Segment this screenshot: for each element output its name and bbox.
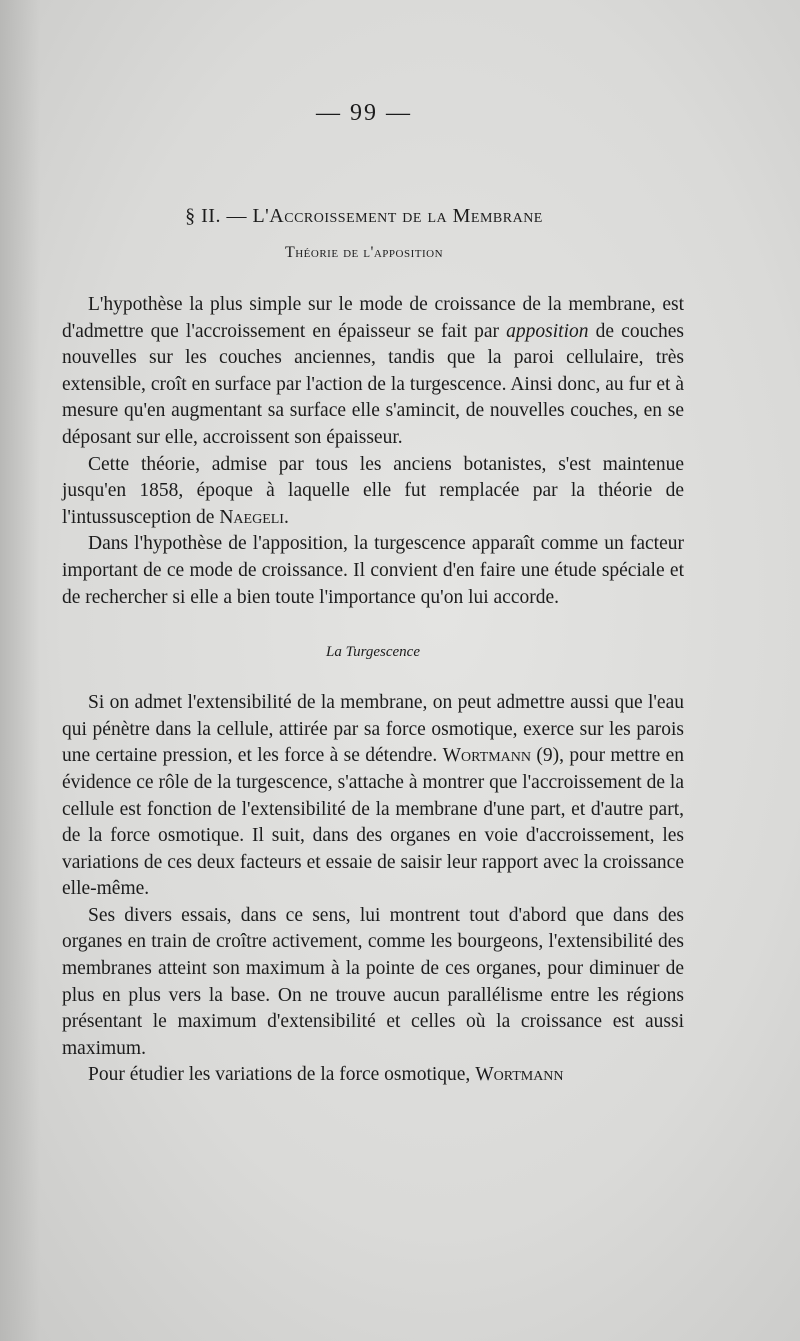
paragraph-text: Pour étudier les variations de la force osmotique, — [88, 1064, 476, 1086]
author-name: Wortmann — [442, 745, 531, 767]
subheading: Théorie de l'apposition — [284, 244, 444, 261]
section-heading: § II. — L'Accroissement de la Membrane — [185, 205, 543, 227]
paragraph: Ses divers essais, dans ce sens, lui montrent tout d'abord que dans des organes en train de croître activement, comme les bourgeons, l'extensibilité des membranes atteint son maximum à la pointe de ces organes, pour diminuer de plus en plus vers la base. On ne trouve aucun parallélisme entre les régions présentant le maximum d'extensibilité et celles où la croissance est aussi maximum. — [62, 904, 684, 1059]
paragraph — [62, 452, 684, 532]
paragraph — [62, 690, 684, 903]
page-gutter-shadow — [0, 0, 40, 1341]
paragraph-text: L'hypothèse la plus simple sur le mode de croissance de la membrane, est d'admettre que l'accroissement en épaisseur se fait par — [62, 294, 684, 342]
author-name: Wortmann — [475, 1064, 564, 1086]
subsection-title: La Turgescence — [325, 644, 420, 661]
author-name: Naegeli — [219, 506, 284, 528]
emphasis-text: apposition — [506, 320, 589, 342]
paragraph-text: (9), pour mettre en évidence ce rôle de la turgescence, s'attache à montrer que l'accroissement de la cellule est fonction de l'extensibilité de la membrane d'une part, et d'autre part, de la force osmotique. Il suit, dans des organes en voie d'accroissement, les variations de ces deux facteurs et essaie de saisir leur rapport avec la croissance elle-même. — [62, 745, 684, 900]
paragraph — [62, 292, 684, 452]
paragraph: Dans l'hypothèse de l'apposition, la turgescence apparaît comme un facteur important de ce mode de croissance. Il convient d'en faire une étude spéciale et de rechercher si elle a bien toute l'importance qu'on lui accorde. — [62, 533, 684, 608]
paragraph-text: . — [283, 506, 289, 528]
body-text — [62, 292, 684, 1089]
paragraph-text: Cette théorie, admise par tous les anciens botanistes, s'est maintenue jusqu'en 1858, époque à laquelle elle fut remplacée par la théorie de l'intussusception de — [62, 453, 684, 528]
paragraph-text: de couches nouvelles sur les couches anciennes, tandis que la paroi cellulaire, très extensible, croît en surface par l'action de la turgescence. Ainsi donc, au fur et à mesure qu'en augmentant sa surface elle s'amincit, de nouvelles couches, en se déposant sur elle, accroissent son épaisseur. — [62, 320, 684, 448]
paragraph-text: Si on admet l'extensibilité de la membrane, on peut admettre aussi que l'eau qui pénètre dans la cellule, attirée par sa force osmotique, exerce sur les parois une certaine pression, et les force à se détendre. — [62, 692, 684, 767]
paragraph — [62, 1062, 684, 1089]
page-number: — 99 — — [316, 100, 412, 126]
